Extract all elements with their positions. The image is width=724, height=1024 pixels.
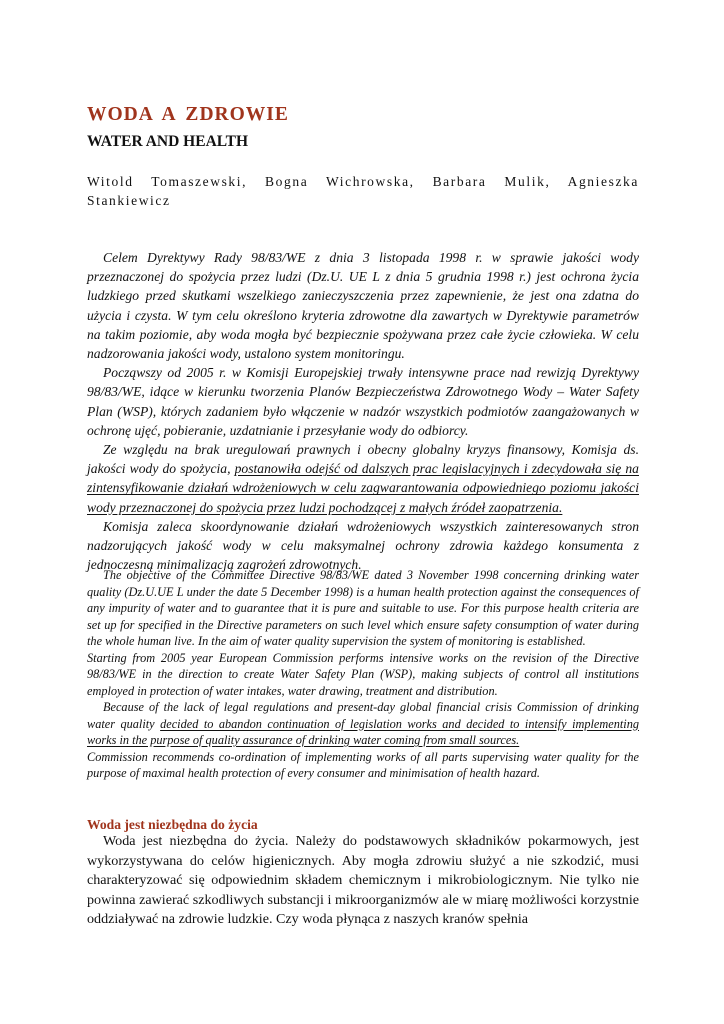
abstract-en-paragraph <box>87 699 639 749</box>
body-paragraph: Woda jest niezbędna do życia. Należy do podstawowych składników pokarmowych, jest wykorzystywana do celów higienicznych. Aby mogła zdrowiu służyć a nie szkodzić, musi charakteryzować się odpowiednim składem chemicznym i mikrobiologicznym. Nie tylko nie powinna zawierać szkodliwych substancji i mikroorganizmów ale w miarę możliwości korzystnie oddziaływać na zdrowie ludzkie. Czy woda płynąca z naszych kranów spełnia <box>87 833 639 927</box>
article-title-en: WATER AND HEALTH <box>87 133 249 150</box>
abstract-polish <box>87 248 639 574</box>
abstract-pl-paragraph: Celem Dyrektywy Rady 98/83/WE z dnia 3 listopada 1998 r. w sprawie jakości wody przeznaczonej do spożycia przez ludzi (Dz.U. UE L z dnia 5 grudnia 1998 r.) jest ochrona życia ludzkiego przed skutkami wszelkiego zanieczyszczenia przez zapewnienie, że jest ona zdatna do użycia i czysta. W tym celu określono kryteria zdrowotne dla zawartych w Dyrektywie parametrów na takim poziomie, aby woda mogła być bezpiecznie spożywana przez całe życie człowieka. W celu nadzorowania jakości wody, ustalono system monitoringu. <box>87 250 639 362</box>
article-title-pl: WODA A ZDROWIE <box>87 104 289 125</box>
abstract-en-paragraph: Starting from 2005 year European Commission performs intensive works on the revision of the Directive 98/83/WE in the direction to create Water Safety Plan (WSP), making subjects of control all institutions employed in protection of water intakes, water drawing, treatment and distribution. <box>87 650 639 698</box>
abstract-en-paragraph: Commission recommends co-ordination of implementing works of all parts supervising water quality for the purpose of maximal health protection of every consumer and minimisation of health hazard. <box>87 749 639 780</box>
abstract-pl-underlined: postanowiła odejść od dalszych prac legislacyjnych i zdecydowała się na zintensyfikowanie działań wdrożeniowych w celu zagwarantowania odpowiedniego poziomu jakości wody przeznaczonej do spożycia przez ludzi pochodzącej z małych źródeł zaopatrzenia. <box>87 461 639 515</box>
abstract-en-paragraph: The objective of the Committee Directive 98/83/WE dated 3 November 1998 concerning drinking water quality (Dz.U.UE L under the date 5 December 1998) is a human health protection against the consequences of any impurity of water and to guarantee that it is pure and suitable to use. For this purpose health criteria are set up for specified in the Directive parameters on such level which ensure safety consumption of water during the whole human live. In the aim of water quality supervision the system of monitoring is established. <box>87 568 639 648</box>
abstract-pl-text: Ze względu na brak uregulowań prawnych i obecny globalny kryzys finansowy, Komisja ds. jakości wody do spożycia, <box>87 442 639 477</box>
abstract-pl-paragraph: Komisja zaleca skoordynowanie działań wdrożeniowych wszystkich zainteresowanych stron nadzorujących jakość wody w celu maksymalnej ochrony zdrowia każdego konsumenta z jednoczesną minimalizacją zagrożeń zdrowotnych. <box>87 518 639 573</box>
abstract-pl-paragraph: Począwszy od 2005 r. w Komisji Europejskiej trwały intensywne prace nad rewizją Dyrektywy 98/83/WE, idące w kierunku tworzenia Planów Bezpieczeństwa Zdrowotnego Wody – Water Safety Plan (WSP), których zadaniem było włączenie w nadzór wszystkich podmiotów zaangażowanych w ochronę ujęć, pobieranie, uzdatnianie i przesyłanie wody do odbiorcy. <box>87 365 639 438</box>
authors-line: Witold Tomaszewski, Bogna Wichrowska, Barbara Mulik, Agnieszka Stankiewicz <box>87 174 639 208</box>
section-body <box>87 832 639 930</box>
section-heading: Woda jest niezbędna do życia <box>87 817 258 832</box>
abstract-pl-paragraph <box>87 440 639 517</box>
abstract-english <box>87 567 639 782</box>
abstract-en-text: Because of the lack of legal regulations and present-day global financial crisis Commission of drinking water quality <box>87 700 639 731</box>
abstract-en-underlined: decided to abandon continuation of legislation works and decided to intensify implementing works in the purpose of quality assurance of drinking water coming from small sources. <box>87 716 640 747</box>
